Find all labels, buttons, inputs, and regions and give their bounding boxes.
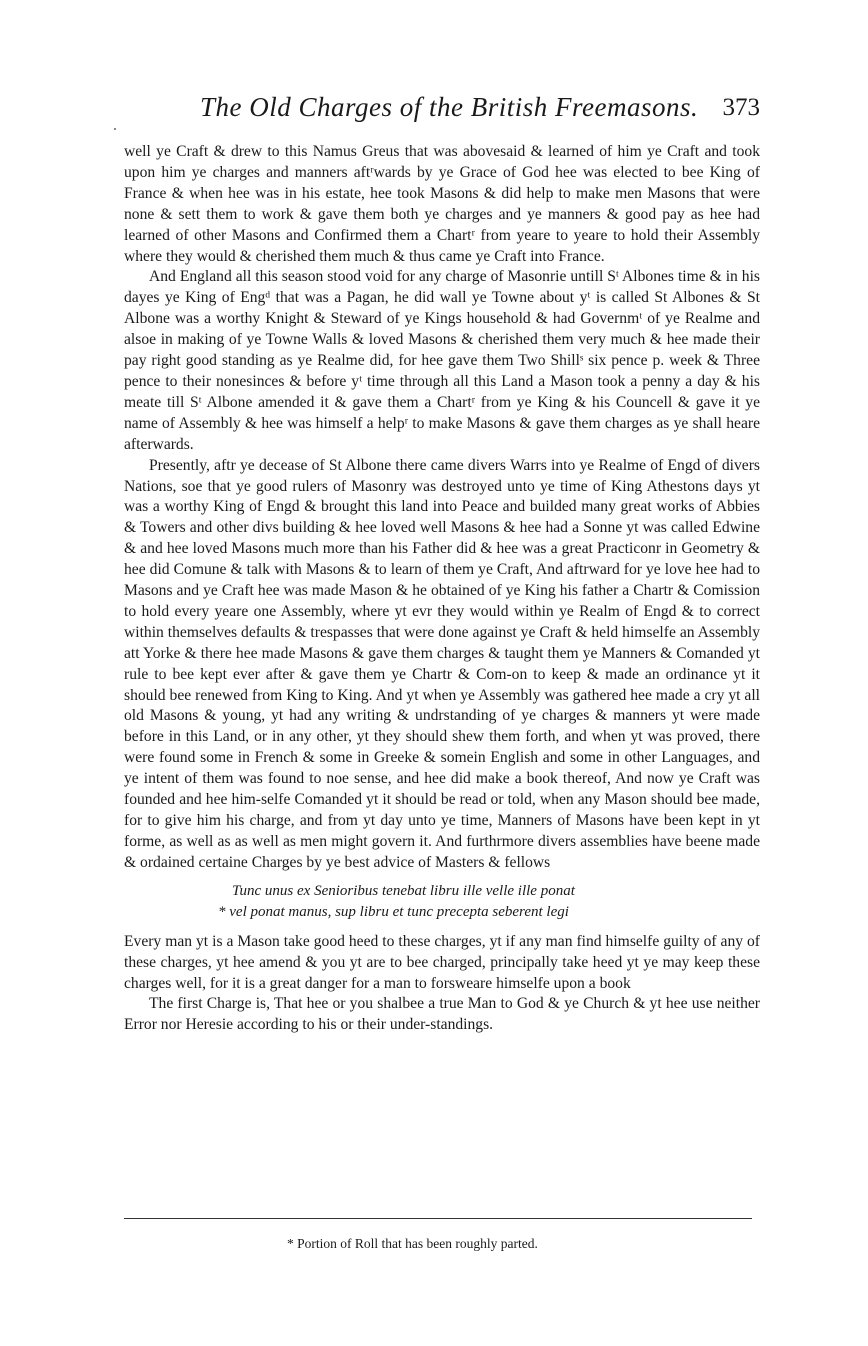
latin-line-2: * vel ponat manus, sup libru et tunc precepta seberent legi xyxy=(218,903,569,920)
page-header xyxy=(120,92,760,132)
paragraph-1: well ye Craft & drew to this Namus Greus that was abovesaid & learned of him ye Craft and took upon him ye charges and manners aftʳwards by ye Grace of God hee was elected to bee King of France & when hee was in his estate, hee took Masons & did help to make men Masons that were none & sett them to work & gave them both ye charges and ye manners & good pay as hee had learned of other Masons and Confirmed them a Chartʳ from yeare to yeare to hold their Assembly where they would & cherished them much & thus came ye Craft into France. xyxy=(124,143,760,265)
margin-mark xyxy=(114,128,116,130)
running-title: The Old Charges of the British Freemasons. xyxy=(200,92,699,122)
paragraph-4: Every man yt is a Mason take good heed to these charges, yt if any man find himselfe guilty of any of these charges, yt hee amend & you yt are to bee charged, principally take heed yt ye may keep these charges well, for it is a great danger for a man to forsweare himselfe upon a book xyxy=(124,932,760,992)
footnote-rule xyxy=(124,1218,752,1219)
paragraph-5: The first Charge is, That hee or you shalbee a true Man to God & ye Church & yt hee use neither Error nor Heresie according to his or their under-standings. xyxy=(124,995,760,1034)
paragraph-2: And England all this season stood void for any charge of Masonrie untill Sᵗ Albones time & in his dayes ye King of Engᵈ that was a Pagan, he did wall ye Towne about yᵗ is called St Albones & St Albone was a worthy Knight & Steward of ye Kings household & had Governmᵗ of ye Realme and alsoe in making of ye Towne Walls & loved Masons & cherished them very much & hee made their pay right good standing as ye Realme did, for hee gave them Two Shillˢ six pence p. week & Three pence to their nonesinces & before yᵗ time through all this Land a Mason took a penny a day & his meate till Sᵗ Albone amended it & gave them a Chartʳ from ye King & his Councell & gave it ye name of Assembly & hee was himself a helpʳ to make Masons & gave them charges as ye shall heare afterwards. xyxy=(124,268,760,453)
page-number: 373 xyxy=(722,94,760,121)
paragraph-3: Presently, aftr ye decease of St Albone there came divers Warrs into ye Realme of Engd of divers Nations, soe that ye good rulers of Masonry was destroyed unto ye time of King Athestons days yt was a worthy King of Engd & brought this land into Peace and builded many great works of Abbies & Towers and other divs building & hee loved well Masons & hee had a Sonne yt was called Edwine & and hee loved Masons much more than his Father did & hee was a great Practiconr in Geometry & hee did Comune & talk with Masons & to learn of them ye Craft, And aftrward for ye love hee had to Masons and ye Craft hee was made Mason & he obtained of ye King his father a Chartr & Comission to hold every yeare one Assembly, where yt evr they would within ye Realm of Engd & to correct within themselves defaults & trespasses that were done against ye Craft & held himselfe an Assembly att Yorke & there hee made Masons & gave them charges & taught them ye Manners & Comanded yt rule to bee kept ever after & gave them ye Chartr & Com-on to keep & made an ordinance yt it should bee renewed from King to King. And yt when ye Assembly was gathered hee made a cry yt all old Masons & young, yt had any writing & undrstanding of ye charges & manners yt were made before in this Land, or in any other, yt they should shew them forth, and when yt was proved, there were found some in French & some in Greeke & somein English and some in other Languages, and ye intent of them was found to noe sense, and hee did make a book thereof, And now ye Craft was founded and hee him-selfe Comanded yt it should be read or told, when any Mason should bee made, for to give him his charge, and from yt day unto ye time, Manners of Masons have been kept in yt forme, as well as as well as men might govern it. And furthrmore divers assemblies have beene made & ordained certaine Charges by ye best advice of Masters & fellows xyxy=(124,456,760,871)
body-text xyxy=(124,142,760,1036)
latin-line-1: Tunc unus ex Senioribus tenebat libru ille velle ille ponat xyxy=(232,882,575,899)
footnote: * Portion of Roll that has been roughly parted. xyxy=(287,1236,538,1251)
latin-quotation xyxy=(124,881,760,923)
